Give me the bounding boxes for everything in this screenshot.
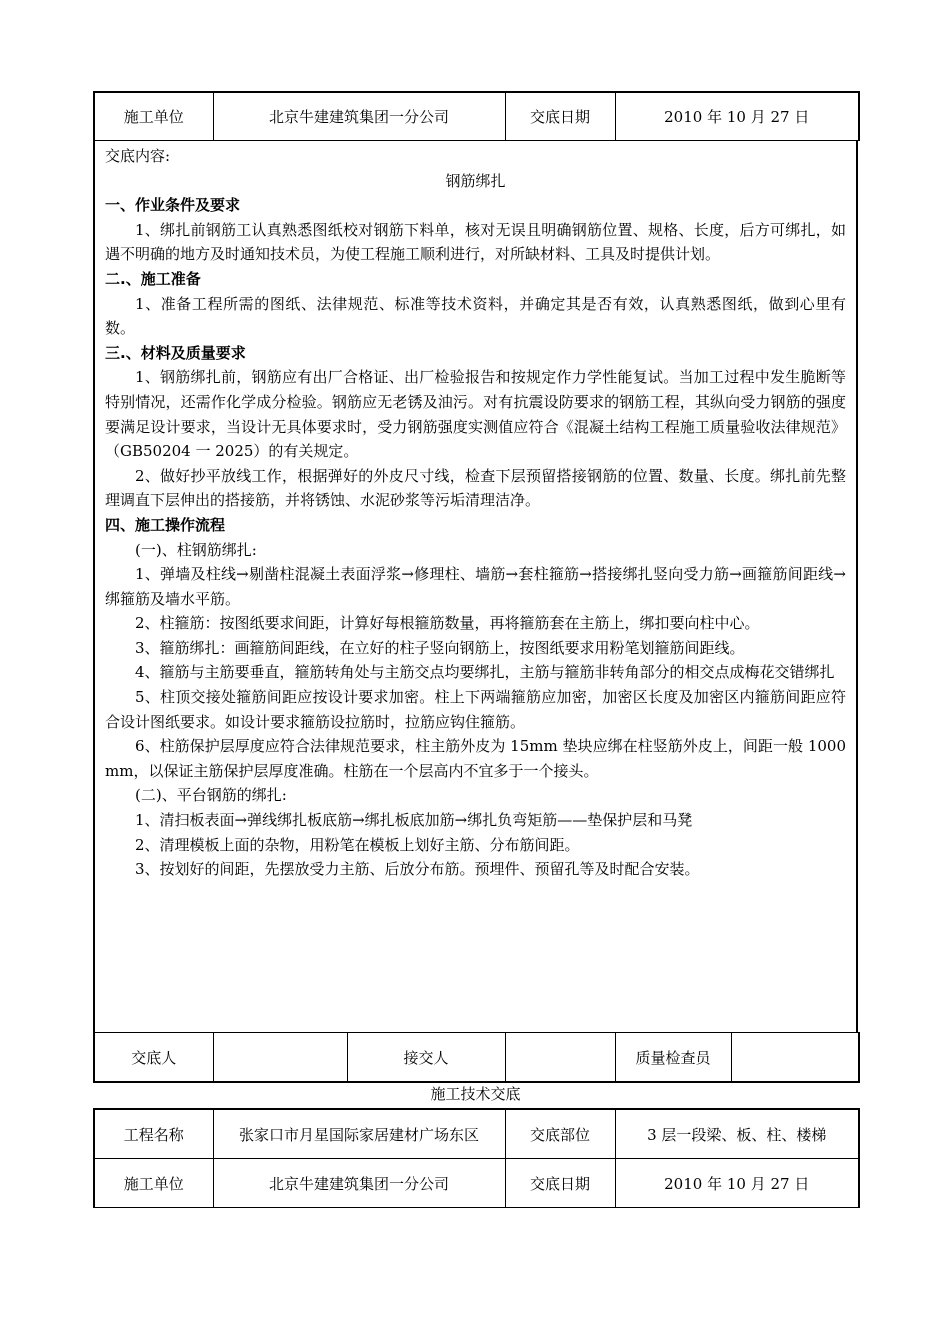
date-label-2: 交底日期	[505, 1159, 615, 1208]
paragraph: 1、弹墙及柱线→剔凿柱混凝土表面浮浆→修理柱、墙筋→套柱箍筋→搭接绑扎竖向受力筋→画箍筋间距线→绑箍筋及墙水平筋。	[105, 565, 846, 608]
paragraph: 1、绑扎前钢筋工认真熟悉图纸校对钢筋下料单，核对无误且明确钢筋位置、规格、长度，后方可绑扎，如遇不明确的地方及时通知技术员，为使工程施工顺利进行，对所缺材料、工具及时提供计划。	[105, 220, 846, 264]
date-value: 2010 年 10 月 27 日	[615, 92, 859, 141]
unit-value-2: 北京牛建建筑集团一分公司	[213, 1159, 505, 1208]
signature-table	[93, 1032, 860, 1083]
paragraph: 2、柱箍筋：按图纸要求间距，计算好每根箍筋数量，再将箍筋套在主筋上，绑扣要向柱中心。	[135, 614, 760, 633]
section-heading: 一、作业条件及要求	[105, 196, 241, 215]
part-label: 交底部位	[505, 1109, 615, 1159]
receiver-field[interactable]	[505, 1033, 615, 1083]
second-page-title: 施工技术交底	[430, 1085, 521, 1103]
section-heading: 二.、施工准备	[105, 269, 201, 288]
content-label: 交底内容:	[105, 147, 171, 165]
part-value: 3 层一段梁、板、柱、楼梯	[615, 1109, 859, 1159]
unit-value: 北京牛建建筑集团一分公司	[213, 92, 505, 141]
discloser-label: 交底人	[94, 1033, 213, 1083]
project-info-table	[93, 1108, 860, 1208]
paragraph: 1、清扫板表面→弹线绑扎板底筋→绑扎板底加筋→绑扎负弯矩筋——垫保护层和马凳	[135, 811, 693, 830]
content-body	[105, 193, 846, 882]
paragraph: 3、箍筋绑扎：画箍筋间距线，在立好的柱子竖向钢筋上，按图纸要求用粉笔划箍筋间距线。	[135, 638, 745, 657]
section-heading: 四、施工操作流程	[105, 515, 226, 534]
disclosure-content	[93, 140, 858, 1032]
project-value: 张家口市月星国际家居建材广场东区	[213, 1109, 505, 1159]
project-label: 工程名称	[94, 1109, 213, 1159]
paragraph: (一)、柱钢筋绑扎:	[135, 540, 257, 559]
unit-label-2: 施工单位	[94, 1159, 213, 1208]
inspector-label: 质量检查员	[615, 1033, 731, 1083]
date-label: 交底日期	[505, 92, 615, 141]
paragraph: 1、钢筋绑扎前，钢筋应有出厂合格证、出厂检验报告和按规定作力学性能复试。当加工过程中发生脆断等特别情况，还需作化学成分检验。钢筋应无老锈及油污。对有抗震设防要求的钢筋工程，其纵向受力钢筋的强度要满足设计要求，当设计无具体要求时，受力钢筋强度实测值应符合《混凝土结构工程施工质量验收法律规范》（GB50204 一 2025）的有关规定。	[105, 368, 846, 461]
paragraph: 1、准备工程所需的图纸、法律规范、标准等技术资料，并确定其是否有效，认真熟悉图纸，做到心里有数。	[105, 294, 846, 338]
paragraph: 6、柱筋保护层厚度应符合法律规范要求，柱主筋外皮为 15mm 垫块应绑在柱竖筋外皮上，间距一般 1000 mm，以保证主筋保护层厚度准确。柱筋在一个层高内不宜多于一个接头。	[105, 737, 846, 780]
paragraph: 5、柱顶交接处箍筋间距应按设计要求加密。柱上下两端箍筋应加密，加密区长度及加密区内箍筋间距应符合设计图纸要求。如设计要求箍筋设拉筋时，拉筋应钩住箍筋。	[105, 688, 846, 731]
receiver-label: 接交人	[347, 1033, 505, 1083]
date-value-2: 2010 年 10 月 27 日	[615, 1159, 859, 1208]
discloser-field[interactable]	[213, 1033, 347, 1083]
paragraph: 2、做好抄平放线工作，根据弹好的外皮尺寸线，检查下层预留搭接钢筋的位置、数量、长度。绑扎前先整理调直下层伸出的搭接筋，并将锈蚀、水泥砂浆等污垢清理洁净。	[105, 466, 846, 510]
paragraph: 3、按划好的间距，先摆放受力主筋、后放分布筋。预埋件、预留孔等及时配合安装。	[135, 860, 700, 879]
header-info-table	[93, 91, 860, 141]
content-title: 钢筋绑扎	[445, 171, 506, 190]
section-heading: 三.、材料及质量要求	[105, 343, 246, 362]
paragraph: 2、清理模板上面的杂物，用粉笔在模板上划好主筋、分布筋间距。	[135, 835, 580, 854]
unit-label: 施工单位	[94, 92, 213, 141]
paragraph: (二)、平台钢筋的绑扎:	[135, 786, 287, 805]
paragraph: 4、箍筋与主筋要垂直，箍筋转角处与主筋交点均要绑扎，主筋与箍筋非转角部分的相交点成梅花交错绑扎	[135, 663, 835, 682]
inspector-field[interactable]	[731, 1033, 859, 1083]
